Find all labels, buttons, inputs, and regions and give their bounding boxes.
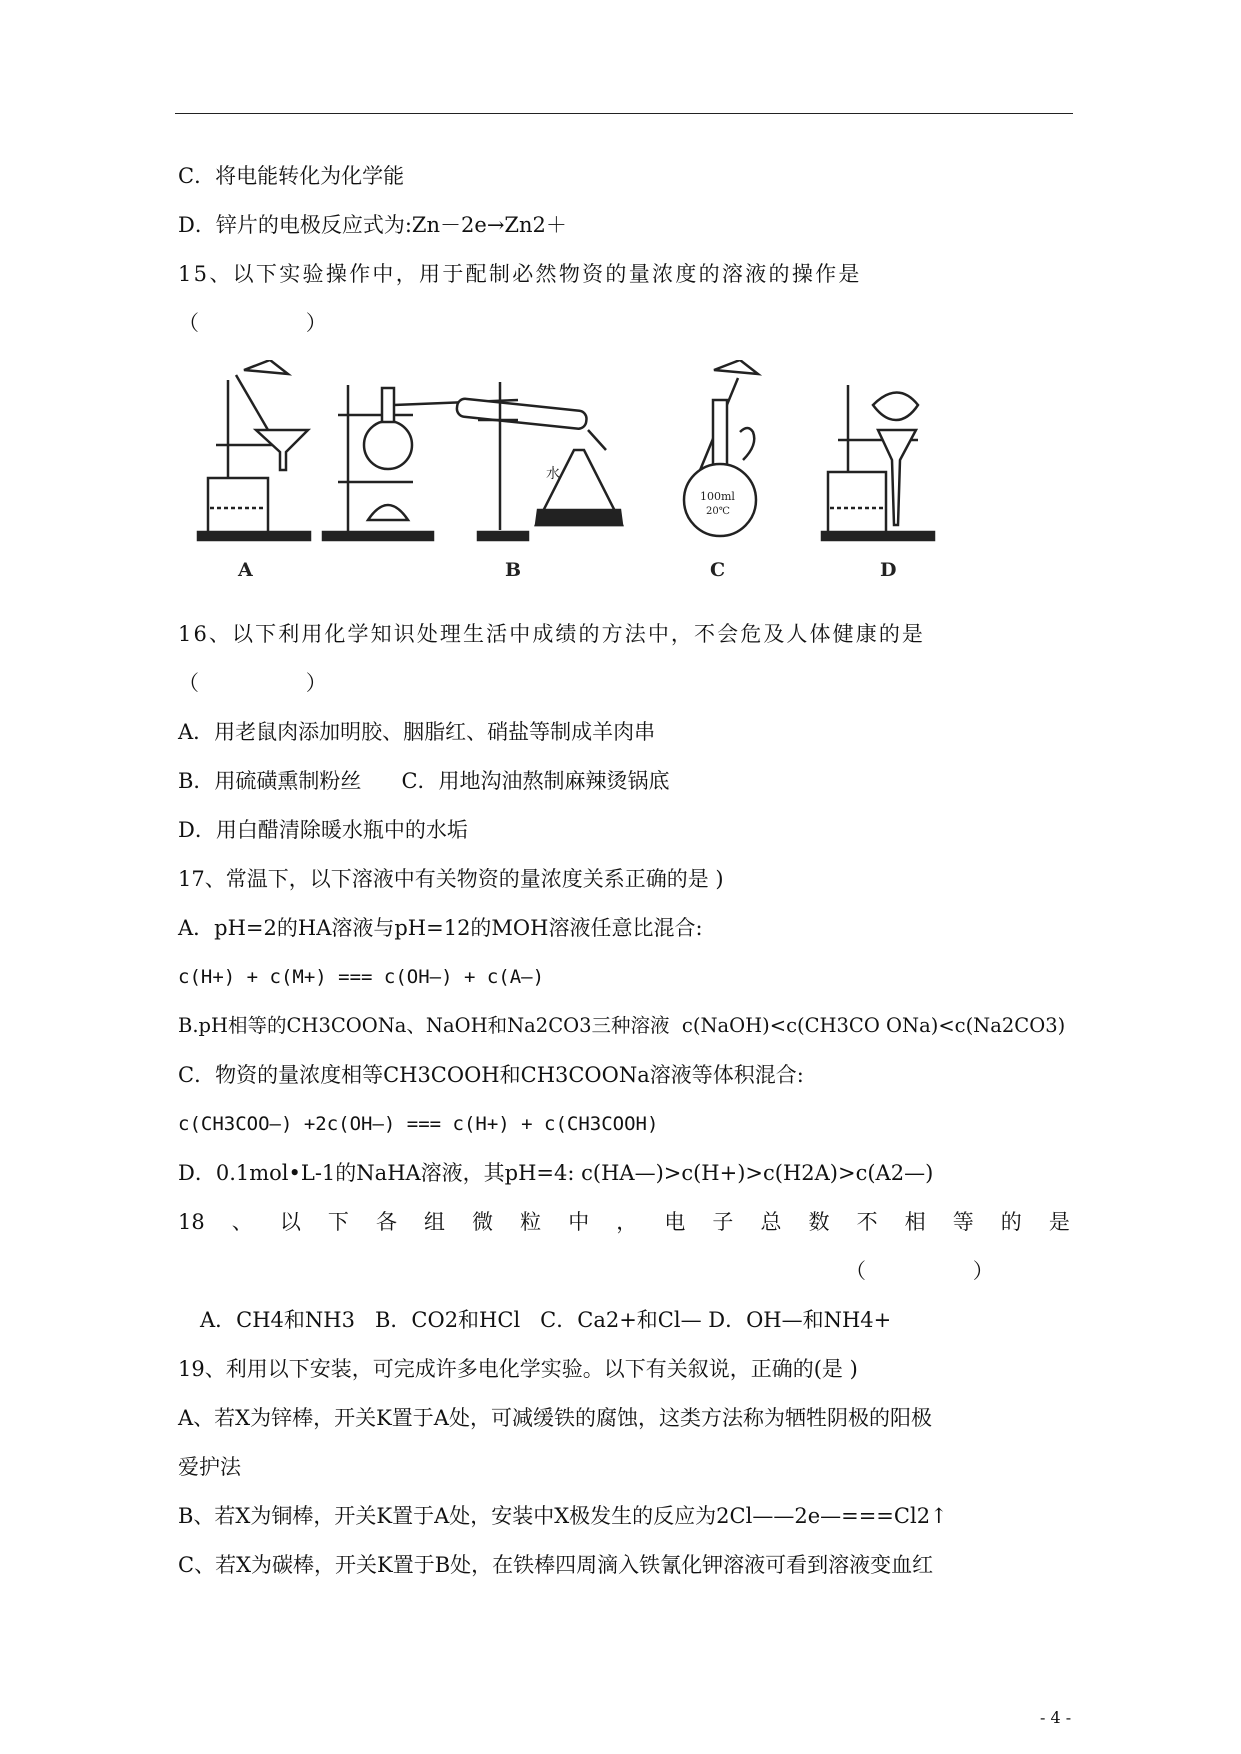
figure-label: D [880,559,897,581]
char: 等 [952,1210,974,1234]
char: 数 [808,1210,830,1234]
char: 总 [760,1210,782,1234]
char: 电 [664,1210,686,1234]
figure-label: B [505,559,522,581]
text-line: C．将电能转化为化学能 [178,164,405,188]
question-18 [178,1209,1070,1235]
option-b: B.pH相等的CH3COONa、NaOH和Na2CO3三种溶液 c(NaOH)<c(CH3CO ONa)<c(Na2CO3) [178,1014,1066,1037]
header-rule [175,113,1073,114]
char: 不 [856,1210,878,1234]
char: 18 [178,1210,205,1234]
apparatus-d [822,385,934,581]
answer-bracket: （ ） [178,311,327,335]
question-19: 19、利用以下安装，可完成许多电化学实验。以下有关叙说，正确的(是 ) [178,1357,858,1381]
option-c: C．物资的量浓度相等CH3COOH和CH3COONa溶液等体积混合: [178,1063,804,1087]
apparatus-a [198,360,310,581]
question-17: 17、常温下，以下溶液中有关物资的量浓度关系正确的是 ) [178,867,724,891]
flask-text: 100ml [700,490,735,503]
char: 的 [1000,1210,1022,1234]
char: ， [616,1210,638,1234]
option-a-cont: 爱护法 [178,1455,241,1479]
equation: c(CH3COO—) +2c(OH—) === c(H+) + c(CH3COOH) [178,1113,659,1135]
option-a: A．pH=2的HA溶液与pH=12的MOH溶液任意比混合: [178,916,703,940]
char: 以 [279,1210,301,1234]
char: 微 [472,1210,494,1234]
answer-bracket: （ ） [178,671,327,695]
option-c: C、若X为碳棒，开关K置于B处，在铁棒四周滴入铁氰化钾溶液可看到溶液变血红 [178,1553,934,1577]
text-line: D．锌片的电极反应式为:Zn－2e→Zn2＋ [178,213,567,237]
page-number: - 4 - [1040,1708,1072,1727]
option-a: A、若X为锌棒，开关K置于A处，可减缓铁的腐蚀，这类方法称为牺牲阴极的阳极 [178,1406,932,1430]
option-b-c: B．用硫磺熏制粉丝 C．用地沟油熬制麻辣烫锅底 [178,769,670,793]
equation: c(H+) + c(M+) === c(OH—) + c(A—) [178,966,545,988]
option-a: A．用老鼠肉添加明胶、胭脂红、硝盐等制成羊肉串 [178,720,656,744]
answer-bracket: （ ） [845,1259,994,1283]
figure-label: A [238,559,253,581]
figure-label: C [710,559,726,581]
options-row: A．CH4和NH3 B．CO2和HCl C．Ca2+和Cl— D．OH—和NH4+ [200,1308,892,1332]
flask-text: 20℃ [706,506,730,517]
question-15: 15、以下实验操作中，用于配制必然物资的量浓度的溶液的操作是 [178,262,862,286]
apparatus-c [684,360,758,581]
option-d: D．用白醋清除暖水瓶中的水垢 [178,818,468,842]
char: 各 [375,1210,397,1234]
char: 子 [712,1210,734,1234]
question-16: 16、以下利用化学知识处理生活中成绩的方法中，不会危及人体健康的是 [178,622,926,646]
char: 粒 [520,1210,542,1234]
char: 组 [424,1210,446,1234]
apparatus-b [323,382,622,581]
char: 是 [1048,1210,1070,1234]
char: 相 [904,1210,926,1234]
option-d: D．0.1mol•L-1的NaHA溶液，其pH=4: c(HA—)>c(H+)>c(H2A)>c(A2—) [178,1161,934,1185]
option-b: B、若X为铜棒，开关K置于A处，安装中X极发生的反应为2Cl——2e—===Cl2↑ [178,1504,948,1528]
water-label: 水 [546,466,560,482]
apparatus-figure [188,360,1078,590]
char: 下 [327,1210,349,1234]
char: 、 [231,1210,253,1234]
char: 中 [568,1210,590,1234]
